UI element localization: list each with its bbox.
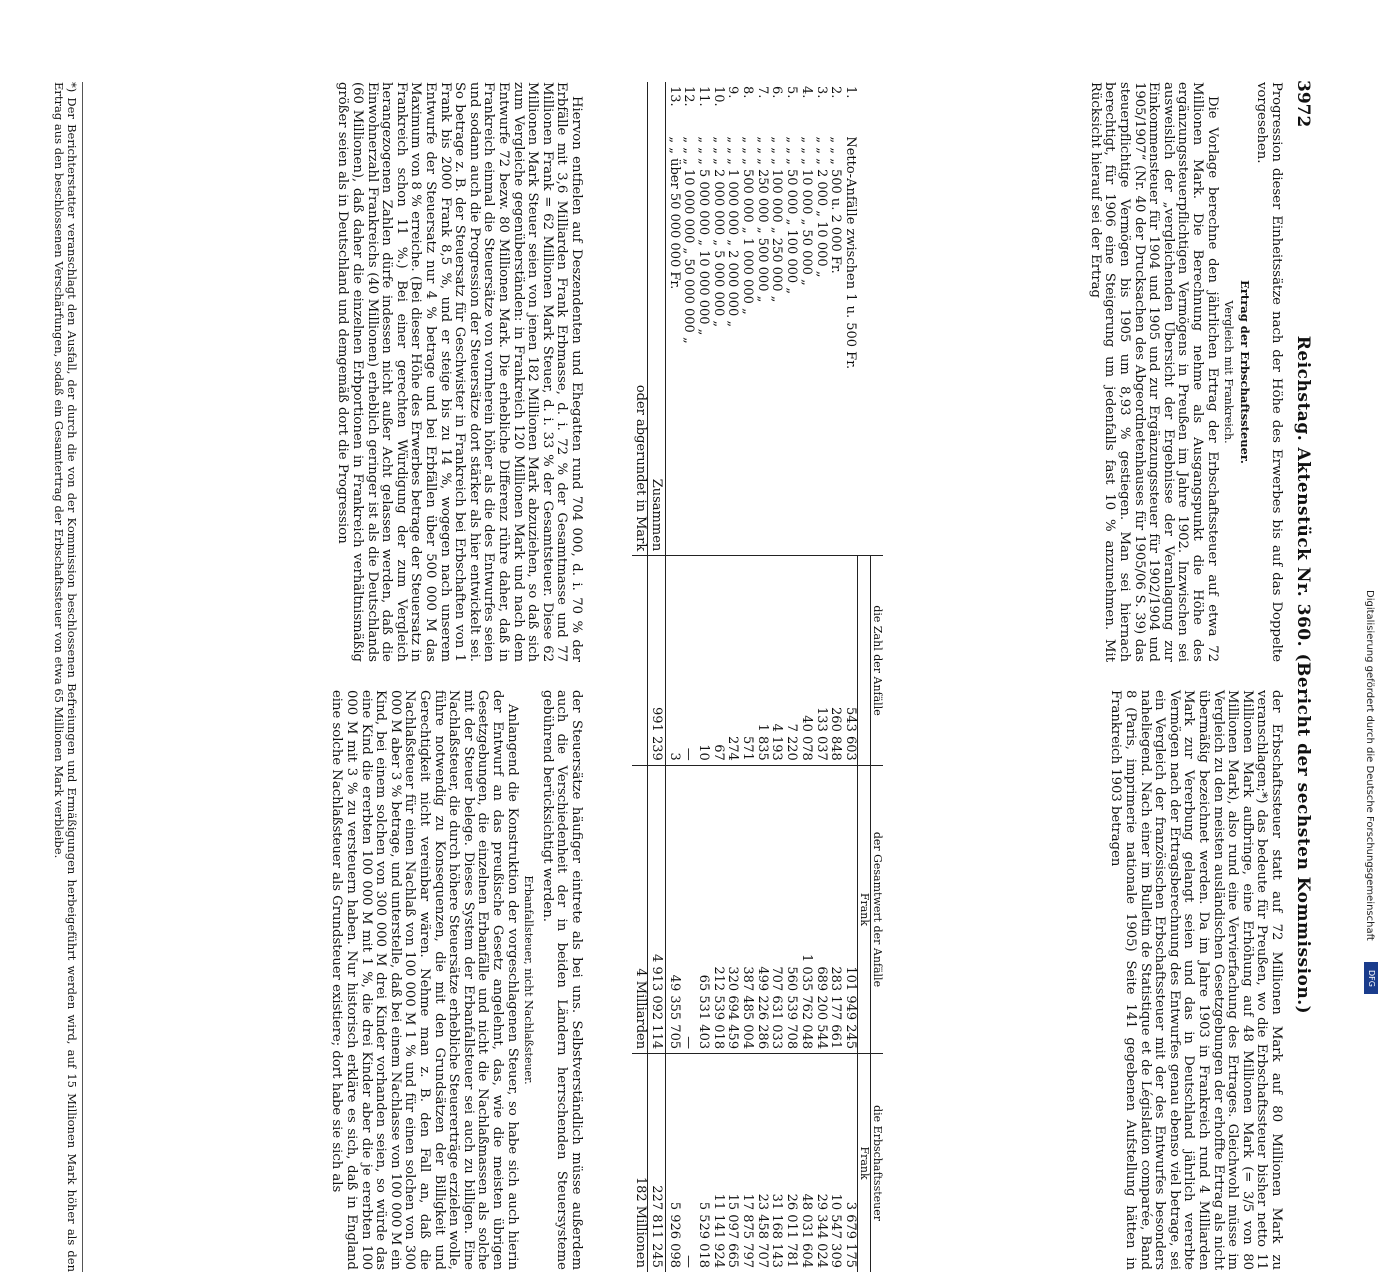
row-label: „ „ „ 100 000 „ 250 000 „ [769,136,785,303]
mark-count [632,556,647,766]
total-count: 991 239 [648,556,666,766]
row-label: „ „ „ 500 000 „ 1 000 000 „ [740,136,756,315]
unit-tax: Frank [858,1054,871,1272]
section-subheading: Vergleich mit Frankreich. [1222,300,1236,444]
left-column-bottom [333,82,583,662]
table-row [783,82,798,1272]
table-row [769,82,784,1272]
row-count: 4 193 [769,556,784,766]
row-number: 1. [843,86,859,99]
table-row [665,82,680,1272]
dfg-logo: DFG [1364,962,1378,994]
table-body [665,82,857,1272]
row-total-value: 320 694 459 [725,765,740,1053]
row-count: 10 [695,556,710,766]
row-number: 2. [828,86,844,99]
table-row [798,82,813,1272]
paragraph: Die Vorlage berechne den jährlichen Ertrag der Erbschaftssteuer auf etwa 72 Millionen Mark. Die Berechnung nehme als Ausgangspunkt die Höhe des ergänzungssteuerpflichtigen Vermögens in Preußen im Jahre 1902. Inzwischen sei ausweislich der „vergleichenden Übersicht der Ergebnisse der Veranlagung zur Einkommensteuer für 1904 und 1905 und zur Ergänzungssteuer für 1902/1904 und 1905/1907“ (Nr. 40 der Drucksachen des Abgeordnetenhauses für 1905/06 S. 39) das steuerpflichtige Vermögen bis 1905 um 8,93 % gestiegen. Man sei hiernach berechtigt, für 1906 eine Steigerung um jedenfalls fast 10 % anzunehmen. Mit Rücksicht hierauf sei der Ertrag [1087,82,1220,662]
row-tax: 5 926 098 [665,1054,680,1272]
row-total-value: — [681,765,696,1053]
unit-count [858,556,871,766]
paragraph: Hiervon entfielen auf Deszendenten und Ehegatten rund 704 000, d. i. 70 % der Erbfälle mit 3,6 Milliarden Frank Erbmasse, d. i. 72 % der Gesamtmasse und 77 Millionen Frank = 62 Millionen Mark Steuer, d. i. 33 % der Gesamtsteuer. Diese 62 Millionen Mark Steuer seien von jenen 182 Millionen Mark abzuziehen, so daß sich zum Vergleiche gegenüberständen: in Frankreich 120 Millionen Mark und nach dem Entwurfe 72 bezw. 80 Millionen Mark. Die erhebliche Differenz rühre daher, daß in Frankreich einmal die Steuersätze von vornherein höher als die des Entwurfes seien und sodann auch die Progression der Steuersätze dort stärker als hier entwickelt sei. So betrage z. B. der Steuersatz für Geschwister in Frankreich bei Erbschaften von 1 Frank bis 2000 Frank 8,5 %, und er steige bis zu 14 %, wogegen nach unserem Entwurfe der Steuersatz nur 4 % betrage und bei Erbfällen über 500 000 M das Maximum von 8 % erreiche. (Bei dieser Höhe des Erwerbes betrage der Steuersatz in Frankreich schon 11 %.) Bei einer gerechten Würdigung der zum Vergleich herangezogenen Zahlen dürfe indessen nicht außer Acht gelassen werden, daß die Einwohnerzahl Frankreichs (40 Millionen) erheblich geringer ist als die Deutschlands (60 Millionen), daß daher die einzelnen Erbportionen in Frankreich verhältnismäßig größer seien als in Deutschland und demgemäß dort die Progression [335,82,584,662]
row-label: „ „ „ 5 000 000 „ 10 000 000 „ [695,136,711,336]
footnote: *) Der Berichterstatter veranschlagt den Ausfall, der durch die von der Kommission beschlossenen Befreiungen und Ermäßigungen herbeigeführt werden wird, auf 15 Millionen Mark höher als den Ertrag aus den beschlossenen Verschärfungen, sodaß ein Gesamtertrag der Erbschaftssteuer von etwa 65 Millionen Mark verbleibe. [52,82,83,1272]
right-column-top [1106,690,1283,1270]
row-total-value: 689 200 544 [813,765,828,1053]
paragraph: der Erbschaftssteuer statt auf 72 Millionen Mark auf 80 Millionen Mark zu veranschlagen;*) das bedeute für Preußen, wo die Erbschaftssteuer bisher netto 11 Millionen Mark aufbringe, eine Erhöhung auf 48 Millionen Mark (= 3/5 von 80 Millionen Mark), also rund eine Vervierfachung des Ertrages. Gleichwohl müsse im Vergleich zu den meisten ausländischen Gesetzgebungen der erhoffte Ertrag als nicht übermäßig bezeichnet werden. Da im Jahre 1903 in Frankreich rund 4 Milliarden Mark zur Vererbung gelangt seien und das in Deutschland jährlich vererbte Vermögen nach der Ertragsberechnung des Entwurfes genau ebenso viel betrage, sei ein Vergleich der französischen Erbschaftssteuer mit der des Entwurfes besonders naheliegend. Nach einer im Bulletin de Statistique et de Législation comparée, Band 8 (Paris, imprimerie nationale 1905) Seite 141 gegebenen Aufstellung hätten in Frankreich 1903 betragen [1108,690,1284,1270]
row-label: „ „ über 50 000 000 Fr. [666,136,682,290]
total-tax: 227 811 245 [648,1054,666,1272]
table-header-blank [871,82,884,132]
paragraph: Anlangend die Konstruktion der vorgeschlagenen Steuer, so habe sich auch hierin der Entwurf an das preußische Gesetz angelehnt, das, wie die meisten übrigen Gesetzgebungen, die einzelnen Erbanfälle und nicht die Nachlaßmassen als solche mit der Steuer belege. Dieses System der Erbanfallsteuer sei auch zu billigen. Eine Nachlaßsteuer, die durch höhere Steuersätze erhebliche Steuererträge erzielen wolle, führe notwendig zu Konsequenzen, die mit den Grundsätzen der Billigkeit und Gerechtigkeit nicht vereinbar wären. Nehme man z. B. den Fall an, daß die Nachlaßsteuer für einen Nachlaß von 100 000 M 1 % und für einen solchen von 300 000 M aber 3 % betrage, und unterstelle, daß bei einem Nachlasse von 100 000 M ein Kind, bei einem solchen von 300 000 M drei Kinder vorhanden seien, so würde das eine Kind die ererbten 100 000 M mit 1 %, die drei Kinder aber die je ererbten 100 000 M mit 3 % zu versteuern haben. Nur historisch erkläre es sich, daß in England eine solche Nachlaßsteuer als Grundsteuer existiere; dort habe sie sich als [329,690,520,1270]
mark-label: oder abgerundet in Mark [632,132,647,555]
mark-tax: 182 Millionen [632,1054,647,1272]
row-label: „ „ „ 1 000 000 „ 2 000 000 „ [725,136,741,328]
right-column-bottom [327,690,583,1270]
row-label: „ „ „ 2 000 000 „ 5 000 000 „ [710,136,726,328]
column-header-count: die Zahl der Anfälle [871,556,884,766]
table-row [710,82,725,1272]
row-label: „ „ „ 250 000 „ 500 000 „ [754,136,770,303]
row-label: „ „ „ 10 000 „ 50 000 „ [798,136,814,286]
row-total-value: 212 539 018 [710,765,725,1053]
row-tax: 10 547 309 [828,1054,843,1272]
row-tax: 48 031 604 [798,1054,813,1272]
column-header-total-value: der Gesamtwert der Anfälle [871,765,884,1053]
row-count: 67 [710,556,725,766]
table-row [813,82,828,1272]
table-row [842,82,857,1272]
row-count: 133 037 [813,556,828,766]
row-tax: 3 679 175 [842,1054,857,1272]
row-tax: 26 011 781 [783,1054,798,1272]
row-label: „ „ „ 500 u. 2 000 Fr. [828,136,844,274]
table-row [739,82,754,1272]
table-row [681,82,696,1272]
row-total-value: 499 226 286 [754,765,769,1053]
paragraph: der Steuersätze häufiger eintrete als bei uns. Selbstverständlich müsse außerdem auch die Verschiedenheit der in beiden Ländern herrschenden Steuersysteme gebührend berücksichtigt werden. [539,690,584,1270]
row-label: Netto-Anfälle zwischen 1 u. 500 Fr. [843,136,859,370]
row-tax: 15 097 665 [725,1054,740,1272]
row-tax: — [681,1054,696,1272]
row-total-value: 283 177 661 [828,765,843,1053]
row-count: 7 220 [783,556,798,766]
row-label: „ „ „ 10 000 000 „ 50 000 000 „ [681,136,697,344]
page-header [1291,80,1313,1270]
row-total-value: 560 539 708 [783,765,798,1053]
row-tax: 29 344 024 [813,1054,828,1272]
digitization-credit: Digitalisierung gefördert durch die Deutsche Forschungsgemeinschaft [1364,590,1375,941]
row-number: 6. [769,86,785,99]
paragraph: Progression dieser Einheitssätze nach der Höhe des Erwerbes bis auf das Doppelte vorgesehen. [1254,82,1284,662]
row-tax: 11 141 924 [710,1054,725,1272]
row-total-value: 387 485 004 [739,765,754,1053]
row-label: „ „ „ 50 000 „ 100 000 „ [784,136,800,295]
row-total-value: 49 355 705 [665,765,680,1053]
table-row [828,82,843,1272]
row-total-value: 65 531 403 [695,765,710,1053]
section-heading: Erbanfallsteuer, nicht Nachlaßsteuer. [522,875,536,1085]
row-number: 10. [710,86,726,107]
row-number: 3. [813,86,829,99]
left-column-top [1085,82,1283,662]
row-total-value: 1 035 762 048 [798,765,813,1053]
row-number: 8. [740,86,756,99]
total-value: 4 913 092 114 [648,765,666,1053]
row-count: 571 [739,556,754,766]
row-number: 9. [725,86,741,99]
row-count: 274 [725,556,740,766]
section-heading: Ertrag der Erbschaftssteuer. [1237,280,1252,464]
row-number: 4. [798,86,814,99]
row-count: — [681,556,696,766]
inheritance-statistics-table [632,82,883,1272]
row-total-value: 101 949 245 [842,765,857,1053]
table-mark-row [632,82,647,1272]
row-tax: 17 875 797 [739,1054,754,1272]
page-number: 3972 [1293,80,1313,128]
row-number: 13. [666,86,682,107]
page-title: Reichstag. Aktenstück Nr. 360. (Bericht der sechsten Kommission.) [1293,335,1313,1015]
total-label: Zusammen [648,132,666,555]
table-header-blank [871,132,884,555]
row-number: 12. [681,86,697,107]
row-tax: 5 529 018 [695,1054,710,1272]
table-row [754,82,769,1272]
row-count: 260 848 [828,556,843,766]
table-total-row [648,82,666,1272]
row-total-value: 707 631 033 [769,765,784,1053]
row-number: 5. [784,86,800,99]
row-number: 11. [695,86,711,107]
row-count: 3 [665,556,680,766]
mark-value: 4 Milliarden [632,765,647,1053]
table-row [725,82,740,1272]
row-count: 543 603 [842,556,857,766]
column-header-tax: die Erbschaftssteuer [871,1054,884,1272]
row-number: 7. [754,86,770,99]
row-tax: 31 168 143 [769,1054,784,1272]
unit-value: Frank [858,765,871,1053]
row-count: 1 835 [754,556,769,766]
row-count: 40 078 [798,556,813,766]
table-row [695,82,710,1272]
row-tax: 23 458 707 [754,1054,769,1272]
row-label: „ „ „ 2 000 „ 10 000 „ [813,136,829,278]
